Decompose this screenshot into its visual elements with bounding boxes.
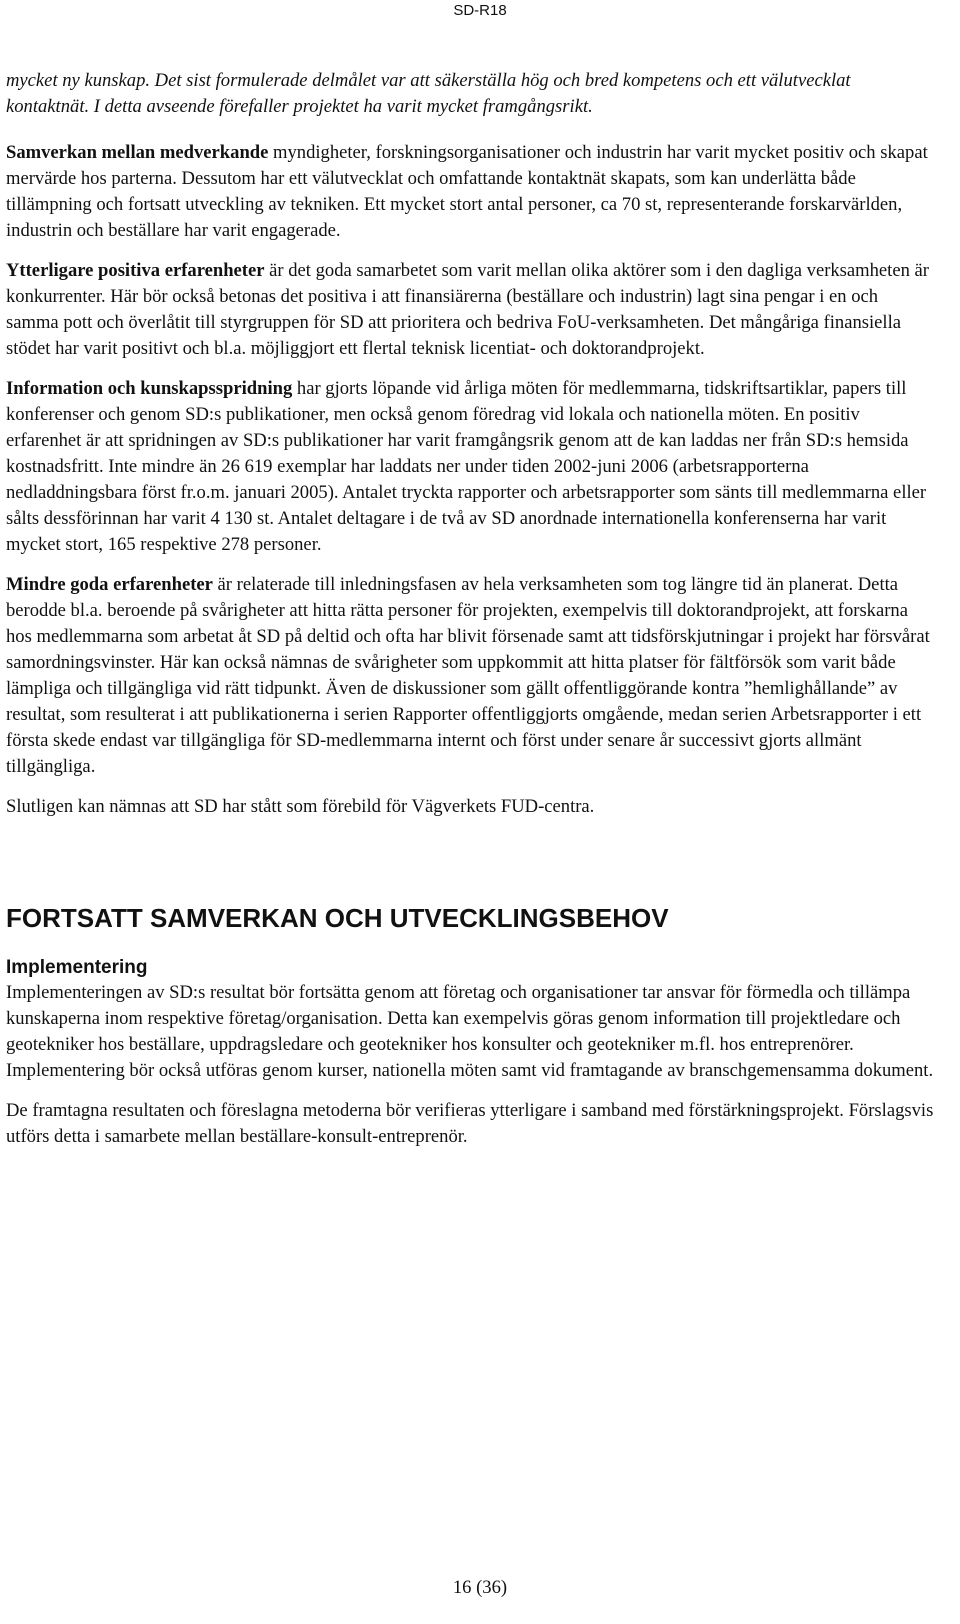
paragraph-lead: Information och kunskapsspridning <box>6 378 293 399</box>
section-heading: FORTSATT SAMVERKAN OCH UTVECKLINGSBEHOV <box>6 903 669 933</box>
paragraph-information <box>6 376 934 558</box>
paragraph-text: myndigheter, forskningsorganisationer och industrin har varit mycket positiv och skapat mervärde hos parterna. Dessutom har ett välutvecklat och omfattande kontaktnät skapats, som kan underlätta både tillämpning och fortsatt utveckling av tekniken. Ett mycket stort antal personer, ca 70 st, representerande forskarvärlden, industrin och beställare har varit engagerade. <box>6 142 928 241</box>
document-code: SD-R18 <box>453 2 507 19</box>
paragraph-text: är relaterade till inledningsfasen av hela verksamheten som tog längre tid än planerat. Detta berodde bl.a. beroende på svårigheter att hitta rätta personer för projekten, exempelvis till doktorandprojekt, att forskarna hos medlemmarna som arbetat åt SD på deltid och ofta har blivit försenade samt att tidsförskjutningar i projekt har försvårat samordningsvinster. Här kan också nämnas de svårigheter som uppkommit att hitta platser för fältförsök som varit både lämpliga och tillgängliga vid rätt tidpunkt. Även de diskussioner som gällt offentliggörande kontra ”hemlighållande” av resultat, som resulterat i att publikationerna i serien Rapporter offentliggjorts omgående, medan serien Arbetsrapporter i ett första skede endast var tillgängliga för SD-medlemmarna internt och först under senare år successivt gjorts allmänt tillgängliga. <box>6 574 930 777</box>
page-number: 16 (36) <box>452 1577 508 1598</box>
paragraph-lead: Mindre goda erfarenheter <box>6 574 213 595</box>
paragraph-positiva-erfarenheter <box>6 258 934 362</box>
paragraph-slutligen: Slutligen kan nämnas att SD har stått som förebild för Vägverkets FUD-centra. <box>6 796 595 817</box>
paragraph-intro: mycket ny kunskap. Det sist formulerade delmålet var att säkerställa hög och bred kompetens och ett välutvecklat kontaktnät. I detta avseende förefaller projektet ha varit mycket framgångsrikt. <box>6 70 851 117</box>
paragraph-lead: Samverkan mellan medverkande <box>6 142 269 163</box>
document-body <box>6 68 934 1150</box>
paragraph-lead: Ytterligare positiva erfarenheter <box>6 260 265 281</box>
paragraph-implementering: Implementeringen av SD:s resultat bör fortsätta genom att företag och organisationer tar ansvar för förmedla och tillämpa kunskaperna inom respektive företag/organisation. Detta kan exempelvis göras genom information till projektledare och geotekniker hos beställare, uppdragsledare och geotekniker hos konsulter och geotekniker m.fl. hos entreprenörer. Implementering bör också utföras genom kurser, nationella möten samt vid framtagande av branschgemensamma dokument. <box>6 982 934 1081</box>
paragraph-verifiering: De framtagna resultaten och föreslagna metoderna bör verifieras ytterligare i samband med förstärkningsprojekt. Förslagsvis utförs detta i samarbete mellan beställare-konsult-entreprenör. <box>6 1100 934 1147</box>
paragraph-text: har gjorts löpande vid årliga möten för medlemmarna, tidskriftsartiklar, papers till konferenser och genom SD:s publikationer, men också genom föredrag vid lokala och nationella möten. En positiv erfarenhet är att spridningen av SD:s publikationer har varit framgångsrik genom att de kan laddas ner från SD:s hemsida kostnadsfritt. Inte mindre än 26 619 exemplar har laddats ner under tiden 2002-juni 2006 (arbetsrapporterna nedladdningsbara först fr.o.m. januari 2005). Antalet tryckta rapporter och arbetsrapporter som sänts till medlemmarna eller sålts dessförinnan har varit 4 130 st. Antalet deltagare i de två av SD anordnade internationella konferenserna har varit mycket stort, 165 respektive 278 personer. <box>6 378 927 555</box>
paragraph-samverkan <box>6 140 934 244</box>
subsection-heading: Implementering <box>6 957 148 978</box>
paragraph-text: är det goda samarbetet som varit mellan olika aktörer som i den dagliga verksamheten är konkurrenter. Här bör också betonas det positiva i att finansiärerna (beställare och industrin) lagt sina pengar i en och samma pott och överlåtit till styrgruppen för SD att prioritera och bedriva FoU-verksamheten. Det mångåriga finansiella stödet har varit positivt och bl.a. möjliggjort ett flertal teknisk licentiat- och doktorandprojekt. <box>6 260 929 359</box>
paragraph-mindre-goda <box>6 572 934 780</box>
